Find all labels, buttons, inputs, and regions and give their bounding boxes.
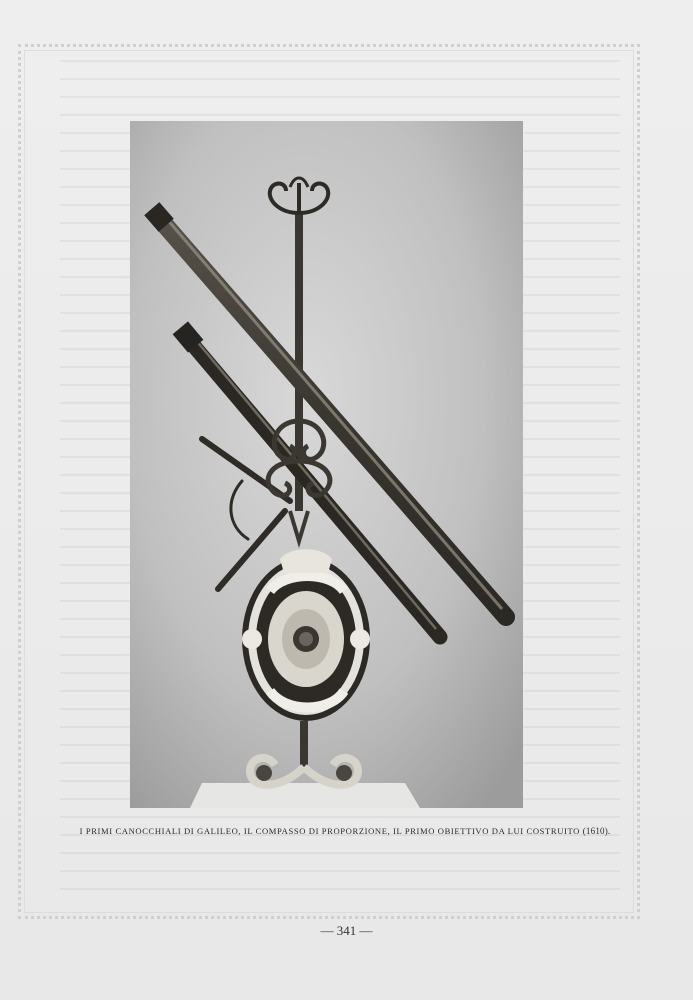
plate-caption (60, 826, 630, 836)
telescope-illustration (130, 121, 523, 808)
caption-text: I PRIMI CANOCCHIALI DI GALILEO, IL COMPASSO DI PROPORZIONE, IL PRIMO OBIETTIVO DA LUI COSTRUITO (79, 826, 580, 836)
page-number: — 341 — (320, 923, 373, 938)
caption-year: (1610). (582, 826, 611, 836)
pedestal (190, 783, 420, 808)
plate-photograph (130, 121, 523, 808)
